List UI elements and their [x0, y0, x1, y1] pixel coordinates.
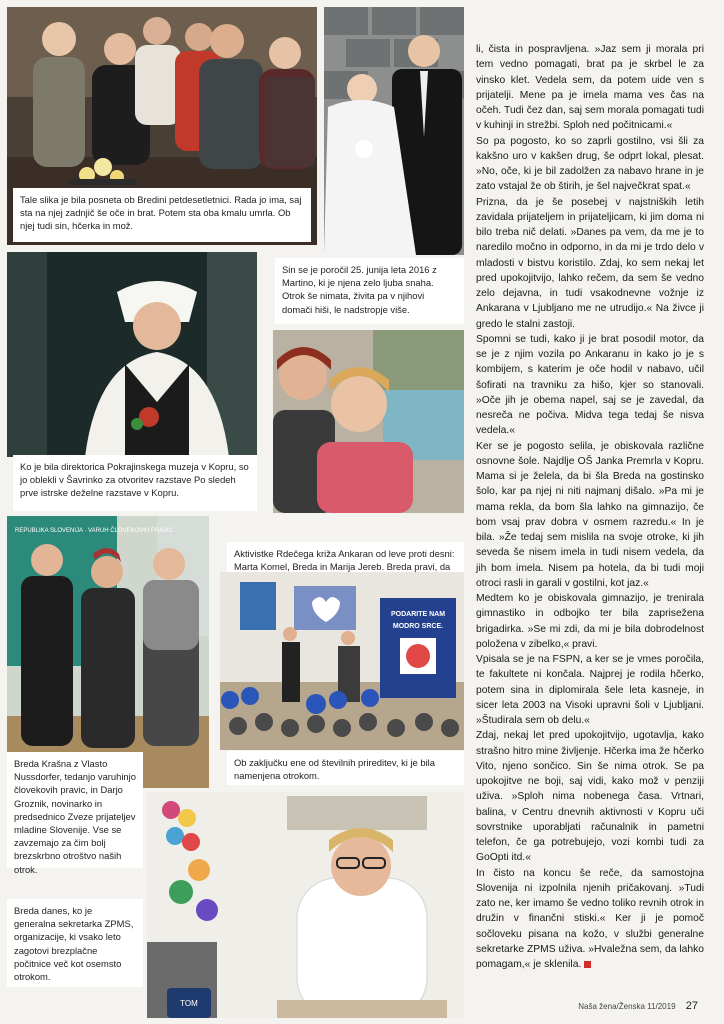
- costume-illustration: [7, 252, 257, 457]
- activists-illustration: [273, 330, 464, 513]
- article-text: [476, 42, 704, 972]
- photo-ombudsman: [7, 516, 209, 788]
- caption-children-event: Ob zaključku ene od številnih prireditev, ki je bila namenjena otrokom.: [227, 751, 464, 785]
- caption-today: Breda danes, ko je generalna sekretarka ZPMS, organizacije, ki vsako leto zagotovi brezplačne počitnice več kot osemsto otrokom.: [7, 899, 143, 987]
- wedding-illustration: [324, 7, 464, 255]
- article-paragraph: Spomni se tudi, kako ji je brat posodil motor, da se je z njim vozila po Ankaranu in kako jo je s kombijem, s katerim je oče hodil v nabavo, učil šofirati na travniku za hišo, kjer so stanovali. »Oče jih je obema napel, saj se je zavedal, da nesreča ne počiva. Midva tega tedaj še nisva vedela.«: [476, 333, 704, 437]
- photo-today: [147, 792, 464, 1018]
- photo-costume: [7, 252, 257, 457]
- children-event-illustration: [220, 572, 464, 750]
- photo-activists: [273, 330, 464, 513]
- article-paragraph: So pa pogosto, ko so zaprli gostilno, vsi šli za kakšno uro v kakšen drug, še odprt lokal, plesat. »No, oče, ki je bil zadolžen za nabavo hrane in je zato vstajal že ob štirih, je šel največkrat spat.«: [476, 135, 704, 193]
- article-paragraph: Ker se je pogosto selila, je obiskovala različne osnovne šole. Najdlje OŠ Janka Premrla v Kopru. Mama si je želela, da bi šla Breda na gostinsko šolo, kar pa njej ni niti najmanj dišalo. »Pa mi je mama rekla, da bom šla lahko na gimnazijo, če bom vsaj prav dobra v osmem razredu.« In je bila. »Že tedaj sem mislila na svoje otroke, ki jih seveda še nisem imela in tudi nisem vedela, da jih bom imela. Nisem pa hotela, da bi tudi moji otroci rasli in garali v gostilni, kot jaz.«: [476, 440, 704, 589]
- caption-wedding: Sin se je poročil 25. junija leta 2016 z Martino, ki je njena zelo ljuba snaha. Otrok še nimata, živita pa v njihovi domači hiši, le nadstropje više.: [275, 258, 464, 324]
- magazine-issue: Naša žena/Ženska 11/2019: [578, 1002, 676, 1011]
- article-paragraph: Prizna, da je še posebej v najstniških letih zavidala prijateljem in prijateljicam, ki jim doma ni bilo treba nič delati. »Danes pa vem, da me je to naredilo močno in odporno, in da mi je trdo delo v mladosti v bistvu koristilo. Zdaj, ko sem nekaj let pred upokojitvijo, lahko rečem, da sem še vedno zelo dejavna, in tudi vsakodnevne vožnje iz Ankarana v Ljubljano me ne utrudijo.« Na živce ji gredo le stalni zastoji.: [476, 196, 704, 330]
- photo-children-event: [220, 572, 464, 750]
- mug-label: TOM: [180, 999, 198, 1008]
- end-mark-icon: [584, 961, 591, 968]
- caption-ombudsman: Breda Krašna z Vlasto Nussdorfer, tedanjo varuhinjo človekovih pravic, in Darjo Groznik, novinarko in predsednico Zveze prijateljev mladine Slovenije. Vse se zavzemajo za čim bolj brezskrbno otroštvo naših otrok.: [7, 752, 143, 868]
- banner-line-1: PODARITE NAM: [390, 611, 446, 618]
- banner-line-2: MODRO SRCE.: [392, 623, 444, 630]
- article-paragraph: Zdaj, nekaj let pred upokojitvijo, ugotavlja, kako strašno hitro mine življenje. Hčerka ima že hčerko Vito, njeno sončico. Sin še nima otrok. Se pa upokojitve ne boji, saj vidi, kako mož v penziji uživa. »Sploh nima nobenega časa. Vrtnari, balina, v Centru dnevnih aktivnosti v Kopru uči sovrstnike uporabljati računalnik in pametni telefon, če ga potrebujejo, vozi kombi tudi za GoOpti itd.«: [476, 730, 704, 864]
- backdrop-label: REPUBLIKA SLOVENIJA · VARUH ČLOVEKOVIH PRAVIC: [15, 528, 173, 534]
- article-paragraph-last: [476, 866, 704, 973]
- today-illustration: [147, 792, 464, 1018]
- caption-family: Tale slika je bila posneta ob Bredini petdesetletnici. Rada jo ima, saj sta na njej zadnjič še oče in brat. Potem sta oba kmalu umrla. Ob njej tudi sin, hčerka in mož.: [13, 188, 311, 242]
- page-number: 27: [685, 1000, 698, 1012]
- caption-activists: Aktivistke Rdečega križa Ankaran od leve proti desni: Marta Komel, Breda in Marija Jereb. Breda pravi, da: [227, 542, 464, 598]
- photo-wedding: [324, 7, 464, 255]
- ombudsman-illustration: [7, 516, 209, 788]
- page-footer: [578, 1000, 698, 1012]
- article-paragraph: Vpisala se je na FSPN, a ker se je vmes poročila, te fakultete ni končala. Najprej je rodila hčerko, potem sina in diplomirala šele leta kasneje, in sicer leta 2003 na Visoki upravni šoli v Ljubljani. »Študirala sem ob delu.«: [476, 654, 704, 726]
- article-paragraph-last-text: In čisto na koncu še reče, da samostojna Slovenija ni izpolnila njenih pričakovanj. »Tudi zato ne, ker imamo še vedno toliko revnih otrok in družin v finančni stiski.« Ker ji je pomoč sočloveku pisana na kožo, v službi generalne sekretarke ZPMS uživa. »Hvaležna sem, da lahko pomagam,« je sklenila.: [476, 867, 704, 970]
- article-paragraph: Medtem ko je obiskovala gimnazijo, je trenirala gimnastiko in odbojko ter bila zapriseženа brigadirka. »Se mi zdi, da mi je bila dobrodelnost položena v zibelko,« pravi.: [476, 593, 704, 650]
- article-paragraph: li, čista in pospravljena. »Jaz sem ji morala pri tem vedno pomagati, brat pa je skrbel le za vinsko klet. Vedela sem, da potem uide ven s prijatelji. Mene pa je imela mama ves čas na očeh. Tudi čez dan, saj sem morala pomagati tudi v kuhinji in strežbi. Sploh ned počitnicami.«: [476, 44, 704, 132]
- caption-costume: Ko je bila direktorica Pokrajinskega muzeja v Kopru, so jo oblekli v Šavrinko za otvoritev razstave Po sledeh prve istrske deželne razstave v Kopru.: [13, 455, 257, 511]
